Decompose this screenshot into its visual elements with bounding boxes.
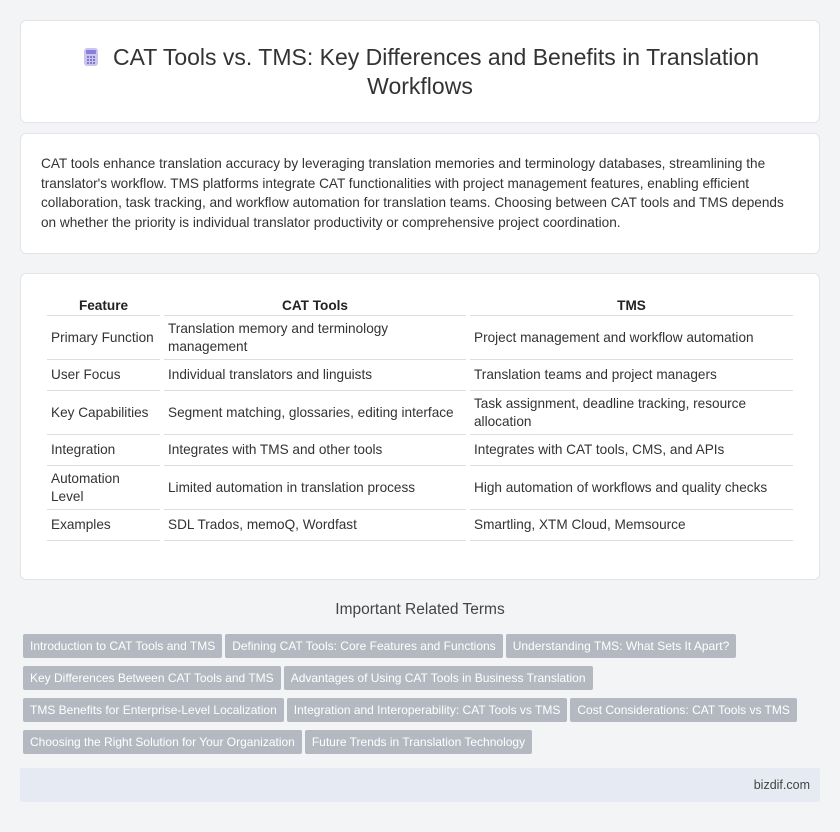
related-term-tag[interactable]: Future Trends in Translation Technology [305,730,532,754]
title-wrap [21,43,819,101]
calculator-icon [81,47,101,67]
cat-tools-cell: Individual translators and linguists [164,360,466,391]
intro-card [20,133,820,254]
tms-cell: Project management and workflow automation [470,316,793,360]
header-cat-tools: CAT Tools [164,294,466,316]
related-terms-list [23,634,823,762]
header-feature: Feature [47,294,160,316]
related-term-tag[interactable]: Defining CAT Tools: Core Features and Functions [225,634,502,658]
related-term-tag[interactable]: Cost Considerations: CAT Tools vs TMS [570,698,797,722]
comparison-table [43,294,797,541]
related-term-tag[interactable]: Key Differences Between CAT Tools and TMS [23,666,281,690]
feature-cell: Key Capabilities [47,391,160,435]
table-row [47,510,793,541]
cat-tools-cell: Translation memory and terminology management [164,316,466,360]
table-row [47,360,793,391]
intro-paragraph: CAT tools enhance translation accuracy by leveraging translation memories and terminology databases, streamlining the translator's workflow. TMS platforms integrate CAT functionalities with project management features, enabling efficient collaboration, task tracking, and workflow automation for translation teams. Choosing between CAT tools and TMS depends on whether the priority is individual translator productivity or comprehensive project coordination. [41,156,784,230]
cat-tools-cell: Segment matching, glossaries, editing interface [164,391,466,435]
table-header-row [47,294,793,316]
comparison-table-card [20,273,820,580]
cat-tools-cell: Integrates with TMS and other tools [164,435,466,466]
feature-cell: Automation Level [47,466,160,510]
header-tms: TMS [470,294,793,316]
feature-cell: Integration [47,435,160,466]
related-terms-heading: Important Related Terms [335,601,505,618]
feature-cell: Primary Function [47,316,160,360]
related-term-tag[interactable]: Introduction to CAT Tools and TMS [23,634,222,658]
related-term-tag[interactable]: Choosing the Right Solution for Your Organization [23,730,302,754]
related-term-tag[interactable]: Integration and Interoperability: CAT Tools vs TMS [287,698,568,722]
table-row [47,316,793,360]
cat-tools-cell: SDL Trados, memoQ, Wordfast [164,510,466,541]
tms-cell: Task assignment, deadline tracking, resource allocation [470,391,793,435]
table-row [47,391,793,435]
table-row [47,466,793,510]
table-row [47,435,793,466]
footer [20,768,820,802]
related-term-tag[interactable]: Understanding TMS: What Sets It Apart? [506,634,737,658]
tms-cell: Translation teams and project managers [470,360,793,391]
feature-cell: User Focus [47,360,160,391]
cat-tools-cell: Limited automation in translation process [164,466,466,510]
footer-site-link[interactable]: bizdif.com [753,778,810,792]
tms-cell: Integrates with CAT tools, CMS, and APIs [470,435,793,466]
related-term-tag[interactable]: Advantages of Using CAT Tools in Business Translation [284,666,593,690]
related-term-tag[interactable]: TMS Benefits for Enterprise-Level Localization [23,698,284,722]
tms-cell: High automation of workflows and quality checks [470,466,793,510]
feature-cell: Examples [47,510,160,541]
page-title: CAT Tools vs. TMS: Key Differences and Benefits in Translation Workflows [112,44,759,99]
tms-cell: Smartling, XTM Cloud, Memsource [470,510,793,541]
header-card [20,20,820,123]
